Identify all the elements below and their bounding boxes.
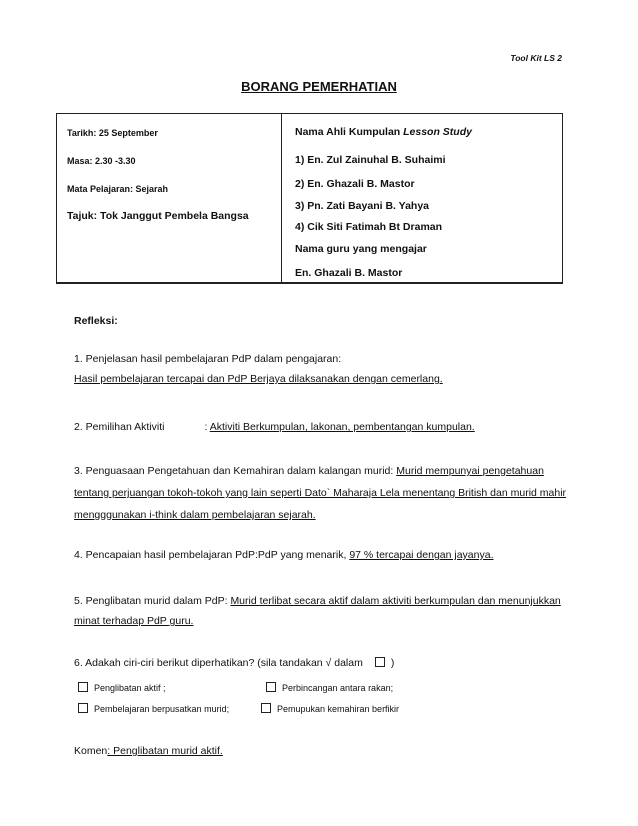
option-label: Pemupukan kemahiran berfikir (277, 704, 400, 714)
mata-pelajaran-field: Mata Pelajaran: Sejarah (67, 184, 169, 194)
toolkit-label: Tool Kit LS 2 (510, 53, 562, 63)
masa-field: Masa: 2.30 -3.30 (67, 156, 136, 166)
q5-answer-1: Murid terlibat secara aktif dalam aktiviti berkumpulan dan menunjukkan (230, 595, 561, 607)
tajuk-field: Tajuk: Tok Janggut Pembela Bangsa (67, 210, 249, 222)
member-1: 1) En. Zul Zainuhal B. Suhaimi (295, 154, 446, 166)
form-title (0, 79, 638, 94)
tarikh-field: Tarikh: 25 September (67, 128, 158, 138)
q2-line (74, 421, 475, 433)
checkbox-icon[interactable] (78, 682, 88, 692)
checkbox-icon[interactable] (261, 703, 271, 713)
info-table (56, 113, 563, 284)
ahli-label-text: Nama Ahli Kumpulan (295, 126, 404, 138)
q3-answer-1: Murid mempunyai pengetahuan (396, 465, 544, 477)
q3-label: 3. Penguasaan Pengetahuan dan Kemahiran dalam kalangan murid: (74, 465, 397, 477)
q5-answer-2: minat terhadap PdP guru. (74, 615, 194, 627)
q4-answer: 97 % tercapai dengan jayanya. (349, 549, 494, 561)
ahli-kumpulan-label (295, 126, 472, 138)
table-divider (281, 114, 282, 282)
q3-line (74, 465, 544, 477)
checkbox-icon[interactable] (78, 703, 88, 713)
member-3: 3) Pn. Zati Bayani B. Yahya (295, 200, 430, 212)
q4-label: 4. Pencapaian hasil pembelajaran PdP:PdP yang menarik, (74, 549, 350, 561)
option-pembelajaran (78, 703, 229, 714)
checkbox-legend-icon (375, 657, 385, 667)
q6-label: 6. Adakah ciri-ciri berikut diperhatikan? (sila tandakan √ dalam (74, 657, 363, 669)
q1-label: 1. Penjelasan hasil pembelajaran PdP dalam pengajaran: (74, 353, 342, 365)
komen-answer: : Penglibatan murid aktif. (107, 745, 223, 757)
option-label: Pembelajaran berpusatkan murid; (94, 704, 230, 714)
q1-answer: Hasil pembelajaran tercapai dan PdP Berjaya dilaksanakan dengan cemerlang. (74, 373, 443, 385)
option-perbincangan (266, 682, 393, 693)
guru-label: Nama guru yang mengajar (295, 243, 427, 255)
refleksi-heading: Refleksi: (74, 315, 118, 327)
komen-line (74, 745, 223, 757)
q3-answer-2: tentang perjuangan tokoh-tokoh yang lain seperti Dato` Maharaja Lela menentang British dan murid mahir (74, 487, 567, 499)
member-4: 4) Cik Siti Fatimah Bt Draman (295, 221, 443, 233)
q2-sep: : (204, 421, 210, 433)
checkbox-icon[interactable] (266, 682, 276, 692)
member-2: 2) En. Ghazali B. Mastor (295, 178, 415, 190)
q2-label: 2. Pemilihan Aktiviti (74, 421, 165, 433)
option-pemupukan (261, 703, 399, 714)
q6-tail: ) (390, 657, 395, 669)
form-title-text: BORANG PEMERHATIAN (241, 79, 397, 94)
ahli-label-italic: Lesson Study (403, 126, 472, 138)
q5-line (74, 595, 561, 607)
komen-label: Komen (74, 745, 108, 757)
q5-label: 5. Penglibatan murid dalam PdP: (74, 595, 231, 607)
option-penglibatan (78, 682, 166, 693)
option-label: Perbincangan antara rakan; (282, 683, 394, 693)
guru-name: En. Ghazali B. Mastor (295, 267, 403, 279)
q6-line (74, 657, 394, 669)
q3-answer-3: mengggunakan i-think dalam pembelajaran sejarah. (74, 509, 316, 521)
q4-line (74, 549, 494, 561)
q2-answer: Aktiviti Berkumpulan, lakonan, pembentangan kumpulan. (209, 421, 475, 433)
option-label: Penglibatan aktif ; (94, 683, 166, 693)
